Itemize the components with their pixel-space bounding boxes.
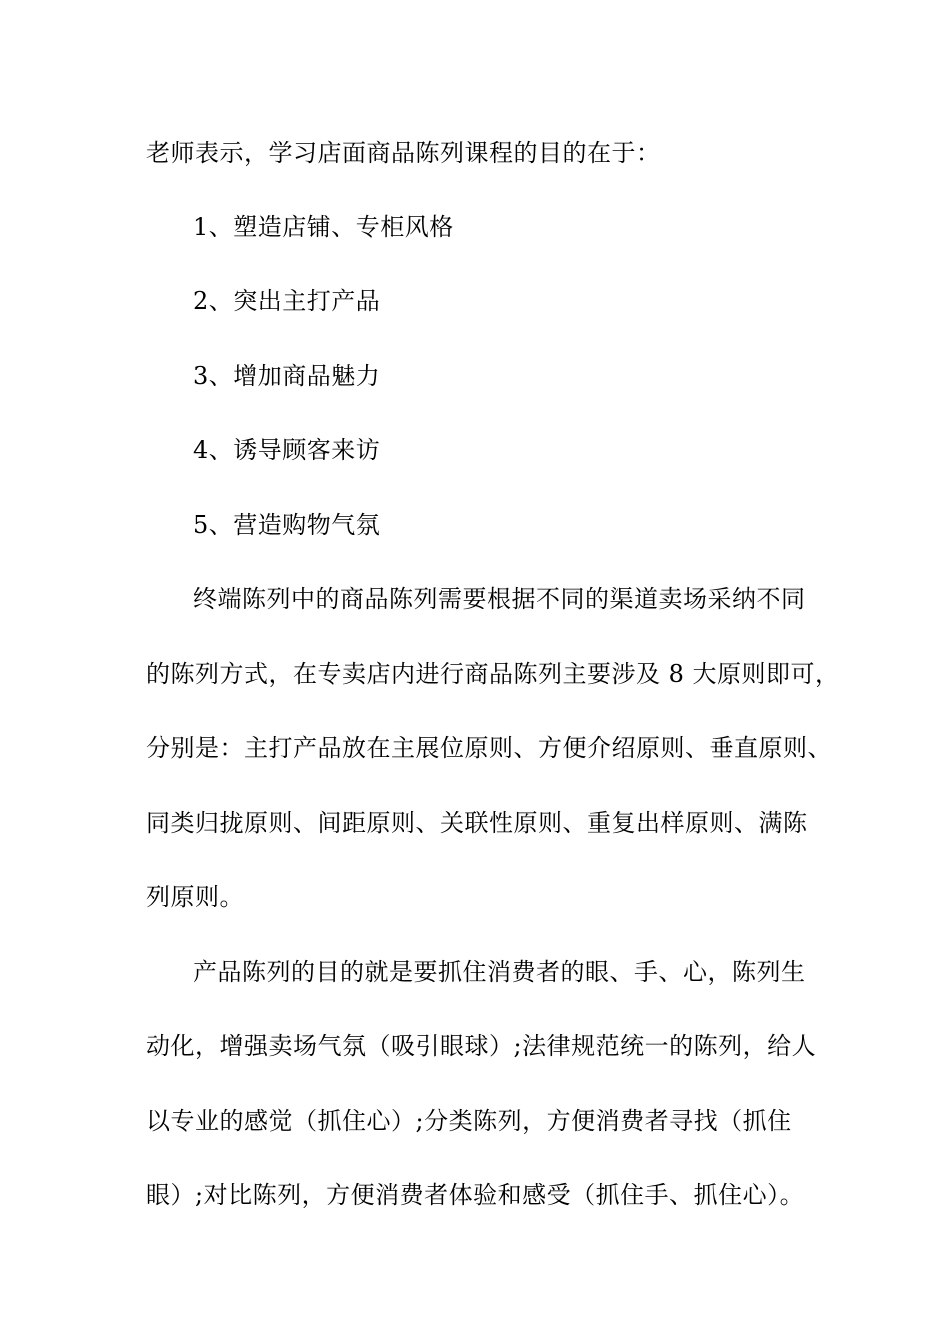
paragraph2-line-4: 眼）;对比陈列，方便消费者体验和感受（抓住手、抓住心）。 bbox=[146, 1181, 805, 1209]
paragraph1-line-1: 终端陈列中的商品陈列需要根据不同的渠道卖场采纳不同 bbox=[193, 585, 806, 613]
paragraph2-line-3: 以专业的感觉（抓住心）;分类陈列，方便消费者寻找（抓住 bbox=[146, 1107, 792, 1135]
paragraph1-line-4: 同类归拢原则、间距原则、关联性原则、重复出样原则、满陈 bbox=[146, 809, 808, 837]
paragraph1-line-5: 列原则。 bbox=[146, 883, 244, 911]
paragraph2-line-2: 动化，增强卖场气氛（吸引眼球）;法律规范统一的陈列，给人 bbox=[146, 1032, 817, 1060]
intro-line: 老师表示，学习店面商品陈列课程的目的在于： bbox=[146, 139, 661, 167]
paragraph2-line-1: 产品陈列的目的就是要抓住消费者的眼、手、心，陈列生 bbox=[193, 958, 806, 986]
goal-item-1: 1、塑造店铺、专柜风格 bbox=[193, 213, 454, 241]
goal-item-3: 3、增加商品魅力 bbox=[193, 362, 381, 390]
goal-item-4: 4、诱导顾客来访 bbox=[193, 436, 381, 464]
paragraph1-line-2: 的陈列方式，在专卖店内进行商品陈列主要涉及 8 大原则即可， bbox=[146, 660, 840, 688]
goal-item-2: 2、突出主打产品 bbox=[193, 287, 381, 315]
goal-item-5: 5、营造购物气氛 bbox=[193, 511, 381, 539]
paragraph1-line-3: 分别是：主打产品放在主展位原则、方便介绍原则、垂直原则、 bbox=[146, 734, 832, 762]
